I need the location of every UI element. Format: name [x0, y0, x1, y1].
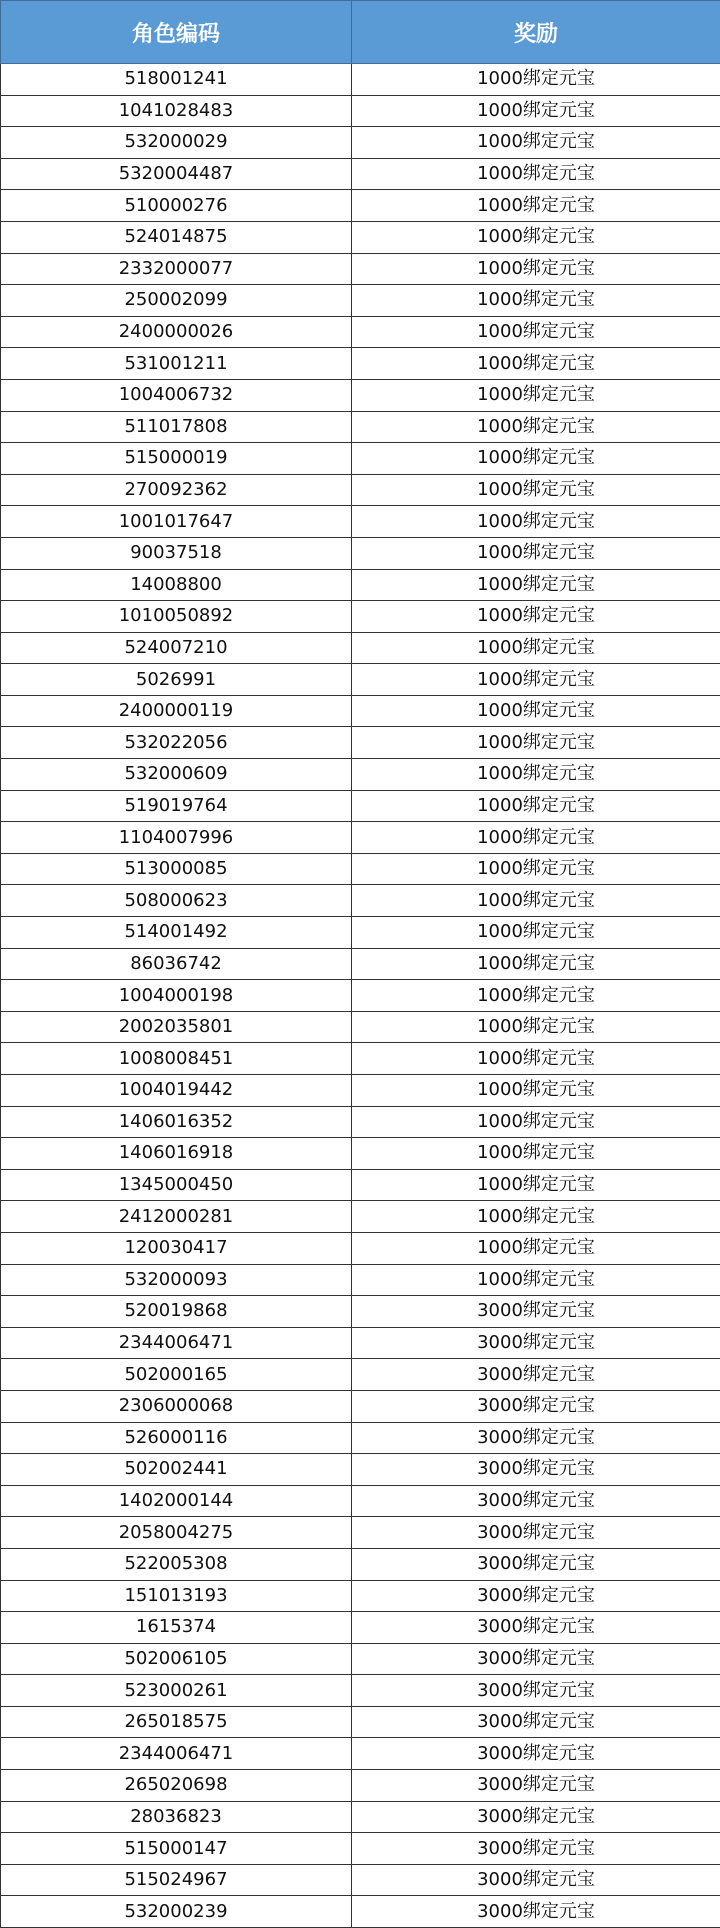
role-code-cell: 90037518: [1, 537, 352, 569]
role-code-cell: 519019764: [1, 790, 352, 822]
header-role-code: 角色编码: [1, 1, 352, 64]
reward-cell: 3000绑定元宝: [352, 1548, 720, 1580]
role-code-cell: 532000239: [1, 1896, 352, 1928]
header-row: [1, 1, 720, 64]
reward-cell: 1000绑定元宝: [352, 127, 720, 159]
table-row: [1, 601, 720, 633]
role-code-cell: 520019868: [1, 1296, 352, 1328]
role-code-cell: 120030417: [1, 1232, 352, 1264]
table-row: [1, 443, 720, 475]
role-code-cell: 151013193: [1, 1580, 352, 1612]
table-row: [1, 348, 720, 380]
table-row: [1, 1548, 720, 1580]
role-code-cell: 515000147: [1, 1833, 352, 1865]
role-code-cell: 28036823: [1, 1801, 352, 1833]
role-code-cell: 515000019: [1, 443, 352, 475]
role-code-cell: 502002441: [1, 1454, 352, 1486]
reward-cell: 1000绑定元宝: [352, 316, 720, 348]
reward-cell: 1000绑定元宝: [352, 917, 720, 949]
table-row: [1, 158, 720, 190]
reward-cell: 1000绑定元宝: [352, 1264, 720, 1296]
table-row: [1, 727, 720, 759]
reward-cell: 1000绑定元宝: [352, 632, 720, 664]
role-code-cell: 514001492: [1, 917, 352, 949]
reward-cell: 1000绑定元宝: [352, 1232, 720, 1264]
reward-cell: 3000绑定元宝: [352, 1770, 720, 1802]
table-row: [1, 221, 720, 253]
reward-cell: 3000绑定元宝: [352, 1359, 720, 1391]
table-row: [1, 1264, 720, 1296]
role-code-cell: 1402000144: [1, 1485, 352, 1517]
table-row: [1, 632, 720, 664]
reward-cell: 1000绑定元宝: [352, 253, 720, 285]
role-code-cell: 86036742: [1, 948, 352, 980]
role-code-cell: 1004000198: [1, 980, 352, 1012]
reward-cell: 1000绑定元宝: [352, 569, 720, 601]
role-code-cell: 523000261: [1, 1675, 352, 1707]
reward-cell: 1000绑定元宝: [352, 790, 720, 822]
reward-cell: 3000绑定元宝: [352, 1580, 720, 1612]
role-code-cell: 1615374: [1, 1612, 352, 1644]
table-row: [1, 695, 720, 727]
table-row: [1, 1169, 720, 1201]
table-row: [1, 1138, 720, 1170]
table-row: [1, 1011, 720, 1043]
role-code-cell: 1010050892: [1, 601, 352, 633]
table-row: [1, 253, 720, 285]
role-code-cell: 510000276: [1, 190, 352, 222]
reward-cell: 1000绑定元宝: [352, 1075, 720, 1107]
role-code-cell: 2400000026: [1, 316, 352, 348]
role-code-cell: 513000085: [1, 853, 352, 885]
table-row: [1, 1201, 720, 1233]
reward-cell: 1000绑定元宝: [352, 64, 720, 96]
reward-cell: 1000绑定元宝: [352, 980, 720, 1012]
header-reward: 奖励: [352, 1, 720, 64]
table-row: [1, 1075, 720, 1107]
table-row: [1, 1390, 720, 1422]
table-row: [1, 1106, 720, 1138]
table-row: [1, 885, 720, 917]
role-code-cell: 518001241: [1, 64, 352, 96]
table-row: [1, 285, 720, 317]
reward-cell: 3000绑定元宝: [352, 1296, 720, 1328]
reward-cell: 1000绑定元宝: [352, 443, 720, 475]
role-code-cell: 265018575: [1, 1706, 352, 1738]
reward-cell: 1000绑定元宝: [352, 537, 720, 569]
reward-cell: 3000绑定元宝: [352, 1422, 720, 1454]
reward-cell: 3000绑定元宝: [352, 1675, 720, 1707]
role-code-cell: 1104007996: [1, 822, 352, 854]
table-row: [1, 1043, 720, 1075]
role-code-cell: 508000623: [1, 885, 352, 917]
reward-cell: 1000绑定元宝: [352, 822, 720, 854]
reward-cell: 1000绑定元宝: [352, 1169, 720, 1201]
role-code-cell: 515024967: [1, 1864, 352, 1896]
table-row: [1, 1706, 720, 1738]
table-row: [1, 1801, 720, 1833]
table-row: [1, 1359, 720, 1391]
table-row: [1, 1422, 720, 1454]
table-row: [1, 853, 720, 885]
role-code-cell: 532000609: [1, 759, 352, 791]
role-code-cell: 532000093: [1, 1264, 352, 1296]
table-row: [1, 790, 720, 822]
role-code-cell: 1004019442: [1, 1075, 352, 1107]
role-code-cell: 502006105: [1, 1643, 352, 1675]
reward-cell: 3000绑定元宝: [352, 1801, 720, 1833]
table-row: [1, 1580, 720, 1612]
reward-cell: 1000绑定元宝: [352, 727, 720, 759]
reward-cell: 3000绑定元宝: [352, 1390, 720, 1422]
table-row: [1, 1833, 720, 1865]
role-code-cell: 270092362: [1, 474, 352, 506]
reward-cell: 1000绑定元宝: [352, 1201, 720, 1233]
table-row: [1, 1327, 720, 1359]
table-row: [1, 917, 720, 949]
table-row: [1, 569, 720, 601]
reward-cell: 1000绑定元宝: [352, 221, 720, 253]
table-row: [1, 664, 720, 696]
reward-cell: 1000绑定元宝: [352, 948, 720, 980]
role-code-cell: 532000029: [1, 127, 352, 159]
role-code-cell: 1001017647: [1, 506, 352, 538]
reward-cell: 3000绑定元宝: [352, 1327, 720, 1359]
table-row: [1, 64, 720, 96]
table-row: [1, 411, 720, 443]
role-code-cell: 2400000119: [1, 695, 352, 727]
reward-cell: 1000绑定元宝: [352, 1138, 720, 1170]
reward-cell: 1000绑定元宝: [352, 1043, 720, 1075]
table-row: [1, 822, 720, 854]
reward-cell: 1000绑定元宝: [352, 285, 720, 317]
table-row: [1, 1454, 720, 1486]
reward-cell: 1000绑定元宝: [352, 348, 720, 380]
role-code-cell: 1008008451: [1, 1043, 352, 1075]
table-row: [1, 474, 720, 506]
reward-cell: 1000绑定元宝: [352, 664, 720, 696]
role-code-cell: 1004006732: [1, 379, 352, 411]
table-row: [1, 1896, 720, 1928]
role-code-cell: 265020698: [1, 1770, 352, 1802]
role-code-cell: 2344006471: [1, 1327, 352, 1359]
reward-cell: 3000绑定元宝: [352, 1833, 720, 1865]
table-row: [1, 948, 720, 980]
role-code-cell: 1406016918: [1, 1138, 352, 1170]
reward-cell: 1000绑定元宝: [352, 853, 720, 885]
role-code-cell: 522005308: [1, 1548, 352, 1580]
role-code-cell: 524014875: [1, 221, 352, 253]
table-row: [1, 95, 720, 127]
reward-cell: 3000绑定元宝: [352, 1517, 720, 1549]
reward-cell: 1000绑定元宝: [352, 411, 720, 443]
table-row: [1, 537, 720, 569]
role-code-cell: 2306000068: [1, 1390, 352, 1422]
reward-cell: 1000绑定元宝: [352, 759, 720, 791]
role-code-cell: 2332000077: [1, 253, 352, 285]
reward-cell: 1000绑定元宝: [352, 379, 720, 411]
reward-cell: 1000绑定元宝: [352, 474, 720, 506]
reward-cell: 1000绑定元宝: [352, 158, 720, 190]
table-row: [1, 1864, 720, 1896]
reward-cell: 1000绑定元宝: [352, 695, 720, 727]
reward-cell: 3000绑定元宝: [352, 1485, 720, 1517]
reward-cell: 3000绑定元宝: [352, 1738, 720, 1770]
role-code-cell: 2058004275: [1, 1517, 352, 1549]
table-row: [1, 506, 720, 538]
role-code-cell: 250002099: [1, 285, 352, 317]
reward-cell: 1000绑定元宝: [352, 506, 720, 538]
table-row: [1, 127, 720, 159]
reward-cell: 3000绑定元宝: [352, 1643, 720, 1675]
table-row: [1, 759, 720, 791]
role-code-cell: 1406016352: [1, 1106, 352, 1138]
role-code-cell: 526000116: [1, 1422, 352, 1454]
reward-cell: 3000绑定元宝: [352, 1864, 720, 1896]
table-row: [1, 1738, 720, 1770]
role-code-cell: 531001211: [1, 348, 352, 380]
table-row: [1, 379, 720, 411]
table-row: [1, 1612, 720, 1644]
reward-cell: 3000绑定元宝: [352, 1706, 720, 1738]
role-code-cell: 524007210: [1, 632, 352, 664]
table-row: [1, 316, 720, 348]
role-code-cell: 2412000281: [1, 1201, 352, 1233]
table-row: [1, 190, 720, 222]
table-row: [1, 1643, 720, 1675]
reward-cell: 1000绑定元宝: [352, 885, 720, 917]
role-code-cell: 511017808: [1, 411, 352, 443]
table-row: [1, 1485, 720, 1517]
role-code-cell: 5320004487: [1, 158, 352, 190]
reward-cell: 3000绑定元宝: [352, 1454, 720, 1486]
reward-cell: 1000绑定元宝: [352, 601, 720, 633]
role-code-cell: 14008800: [1, 569, 352, 601]
reward-cell: 1000绑定元宝: [352, 190, 720, 222]
role-code-cell: 502000165: [1, 1359, 352, 1391]
role-code-cell: 1345000450: [1, 1169, 352, 1201]
table-row: [1, 980, 720, 1012]
role-code-cell: 2344006471: [1, 1738, 352, 1770]
table-row: [1, 1232, 720, 1264]
table-row: [1, 1296, 720, 1328]
reward-cell: 3000绑定元宝: [352, 1612, 720, 1644]
role-code-cell: 5026991: [1, 664, 352, 696]
table-body: [1, 64, 720, 1928]
reward-cell: 1000绑定元宝: [352, 95, 720, 127]
table-row: [1, 1770, 720, 1802]
table-row: [1, 1675, 720, 1707]
role-code-cell: 2002035801: [1, 1011, 352, 1043]
reward-cell: 3000绑定元宝: [352, 1896, 720, 1928]
role-code-cell: 532022056: [1, 727, 352, 759]
table-row: [1, 1517, 720, 1549]
role-code-cell: 1041028483: [1, 95, 352, 127]
reward-cell: 1000绑定元宝: [352, 1106, 720, 1138]
reward-cell: 1000绑定元宝: [352, 1011, 720, 1043]
